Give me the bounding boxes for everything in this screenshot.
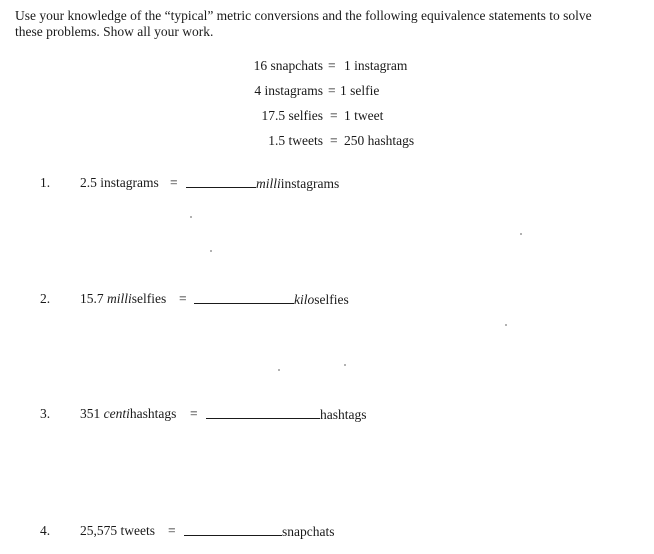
answer-prefix: kilo: [294, 292, 315, 307]
problem-number: 2.: [40, 291, 51, 306]
answer-field[interactable]: [194, 291, 349, 308]
equivalence-left: 17.5 selfies: [261, 108, 323, 123]
answer-field[interactable]: [186, 175, 339, 192]
problem-given: [80, 175, 159, 191]
given-prefix: milli: [107, 291, 132, 306]
equals-sign: =: [179, 291, 187, 306]
equivalence-row: [0, 108, 654, 126]
equivalence-row: [0, 133, 654, 151]
answer-field[interactable]: [184, 523, 334, 540]
equals-sign: =: [170, 175, 178, 190]
scan-speck: [190, 216, 192, 218]
scan-speck: [278, 369, 280, 371]
given-quantity: 25,575 tweets: [80, 523, 155, 538]
equivalence-right: 1 selfie: [340, 83, 380, 98]
answer-unit: instagrams: [280, 176, 340, 191]
answer-field[interactable]: [206, 406, 367, 423]
answer-blank[interactable]: [194, 291, 294, 304]
given-quantity: 2.5 instagrams: [80, 175, 159, 190]
equivalence-row: [0, 83, 654, 101]
problem-number: 1.: [40, 175, 51, 190]
problem-given: [80, 406, 176, 422]
answer-prefix: milli: [256, 176, 281, 191]
equivalence-right: 1 tweet: [344, 108, 384, 123]
given-unit: hashtags: [129, 406, 177, 421]
scan-speck: [210, 250, 212, 252]
problem-given: [80, 523, 155, 539]
answer-unit: hashtags: [320, 407, 367, 422]
answer-blank[interactable]: [206, 406, 320, 419]
equivalence-left: 4 instagrams: [254, 83, 323, 98]
scan-speck: [344, 364, 346, 366]
instructions-line-2: these problems. Show all your work.: [15, 24, 214, 39]
equivalence-right: 1 instagram: [344, 58, 408, 73]
equivalence-sign: =: [330, 133, 338, 148]
equivalence-sign: =: [330, 108, 338, 123]
equals-sign: =: [168, 523, 176, 538]
problem-given: [80, 291, 166, 307]
instructions-line-1: Use your knowledge of the “typical” metric conversions and the following equivalence statements to solve: [15, 8, 592, 23]
given-unit: selfies: [131, 291, 167, 306]
answer-blank[interactable]: [186, 175, 256, 188]
scan-speck: [505, 324, 507, 326]
problem-number: 4.: [40, 523, 51, 538]
problem-number: 3.: [40, 406, 51, 421]
answer-blank[interactable]: [184, 523, 282, 536]
answer-unit: snapchats: [282, 524, 335, 539]
equivalence-sign: =: [328, 83, 336, 98]
scan-speck: [520, 233, 522, 235]
given-quantity: 351: [80, 406, 104, 421]
equivalence-row: [0, 58, 654, 76]
equals-sign: =: [190, 406, 198, 421]
equivalence-right: 250 hashtags: [344, 133, 415, 148]
equivalence-sign: =: [328, 58, 336, 73]
given-quantity: 15.7: [80, 291, 107, 306]
given-prefix: centi: [103, 406, 130, 421]
equivalence-left: 1.5 tweets: [268, 133, 323, 148]
equivalence-left: 16 snapchats: [253, 58, 323, 73]
answer-unit: selfies: [314, 292, 349, 307]
instructions: [15, 8, 645, 40]
